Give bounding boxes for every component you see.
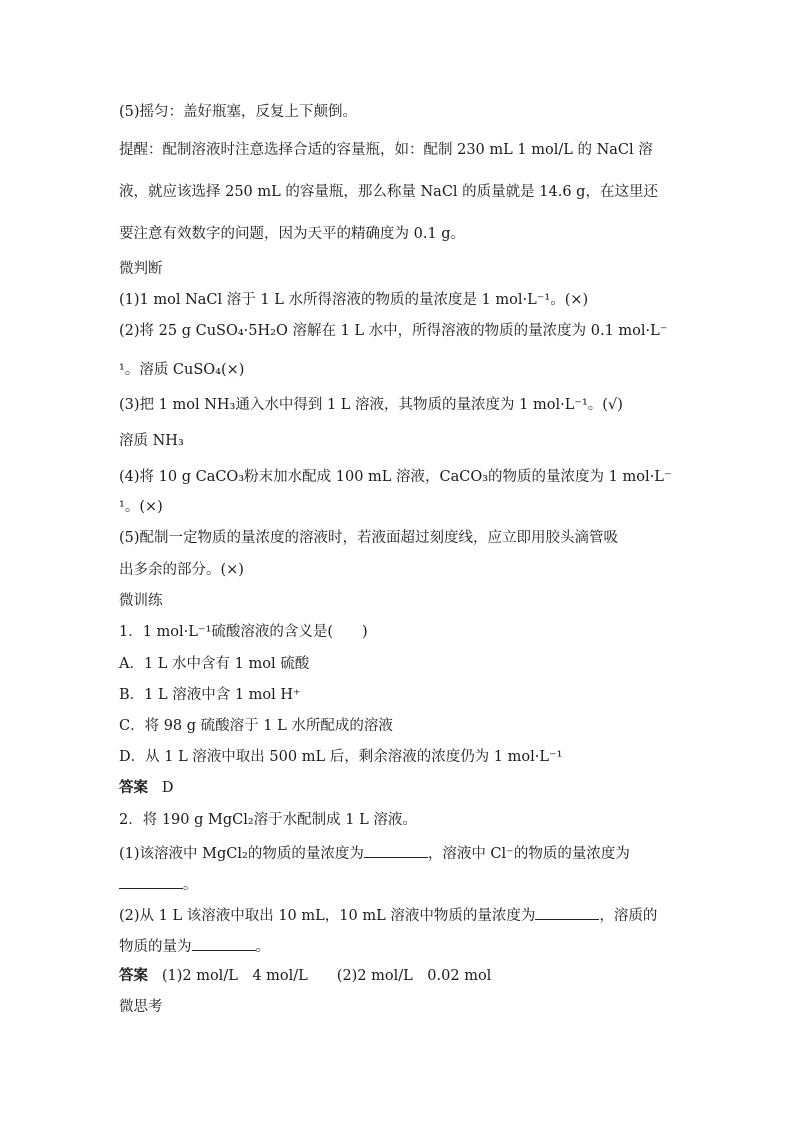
step5-line: (5)摇匀：盖好瓶塞，反复上下颠倒。 xyxy=(119,104,358,120)
option-b: B．1 L 溶液中含 1 mol H⁺ xyxy=(119,687,301,703)
question-2-part-2 xyxy=(119,904,657,926)
judge-item-5a: (5)配制一定物质的量浓度的溶液时，若液面超过刻度线，应立即用胶头滴管吸 xyxy=(119,530,619,546)
q2-2-text-d: 。 xyxy=(255,939,270,955)
option-c: C．将 98 g 硫酸溶于 1 L 水所配成的溶液 xyxy=(119,718,393,734)
answer-blank[interactable] xyxy=(119,873,183,889)
answer-2 xyxy=(119,966,491,986)
reminder-line-3: 要注意有效数字的问题，因为天平的精确度为 0.1 g。 xyxy=(119,226,466,242)
q2-1-text-c: 。 xyxy=(183,877,198,893)
question-2-part-1 xyxy=(119,842,630,864)
answer-value: D xyxy=(161,780,174,796)
judge-item-2b: ¹。溶质 CuSO₄(×) xyxy=(119,362,245,378)
question-2-part-2-cont xyxy=(119,935,270,957)
question-2: 2．将 190 g MgCl₂溶于水配制成 1 L 溶液。 xyxy=(119,812,417,828)
judge-item-3b: 溶质 NH₃ xyxy=(119,433,184,449)
q2-1-text-a: (1)该溶液中 MgCl₂的物质的量浓度为 xyxy=(119,846,364,862)
judge-item-4b: ¹。(×) xyxy=(119,499,163,515)
judge-item-4a: (4)将 10 g CaCO₃粉末加水配成 100 mL 溶液，CaCO₃的物质的量浓度为 1 mol·L⁻ xyxy=(119,469,672,485)
reminder-line-2: 液，就应该选择 250 mL 的容量瓶，那么称量 NaCl 的质量就是 14.6 g，在这里还 xyxy=(119,184,658,200)
answer-blank[interactable] xyxy=(192,935,256,951)
q2-2-text-a: (2)从 1 L 该溶液中取出 10 mL，10 mL 溶液中物质的量浓度为 xyxy=(119,908,536,924)
answer-1 xyxy=(119,778,173,798)
q2-2-text-b: ，溶质的 xyxy=(599,908,658,924)
question-2-part-1-cont xyxy=(119,873,198,895)
option-a: A．1 L 水中含有 1 mol 硫酸 xyxy=(119,656,310,672)
judge-item-1: (1)1 mol NaCl 溶于 1 L 水所得溶液的物质的量浓度是 1 mol·L⁻¹。(×) xyxy=(119,292,589,308)
q2-1-text-b: ，溶液中 Cl⁻的物质的量浓度为 xyxy=(427,846,630,862)
question-1: 1．1 mol·L⁻¹硫酸溶液的含义是( ) xyxy=(119,624,368,640)
reminder-line-1: 提醒：配制溶液时注意选择合适的容量瓶，如：配制 230 mL 1 mol/L 的 NaCl 溶 xyxy=(119,142,653,158)
judge-heading: 微判断 xyxy=(119,261,163,277)
answer-blank[interactable] xyxy=(364,842,428,858)
answer-value: (1)2 mol/L 4 mol/L (2)2 mol/L 0.02 mol xyxy=(161,968,492,984)
answer-blank[interactable] xyxy=(535,904,599,920)
judge-item-2a: (2)将 25 g CuSO₄·5H₂O 溶解在 1 L 水中，所得溶液的物质的量浓度为 0.1 mol·L⁻ xyxy=(119,323,668,339)
q2-2-text-c: 物质的量为 xyxy=(119,939,192,955)
answer-label: 答案 xyxy=(119,779,148,796)
think-heading: 微思考 xyxy=(119,999,163,1015)
judge-item-3a: (3)把 1 mol NH₃通入水中得到 1 L 溶液，其物质的量浓度为 1 mol·L⁻¹。(√) xyxy=(119,397,623,413)
judge-item-5b: 出多余的部分。(×) xyxy=(119,562,244,578)
option-d: D．从 1 L 溶液中取出 500 mL 后，剩余溶液的浓度仍为 1 mol·L⁻¹ xyxy=(119,749,563,765)
answer-label: 答案 xyxy=(119,967,148,984)
train-heading: 微训练 xyxy=(119,593,163,609)
